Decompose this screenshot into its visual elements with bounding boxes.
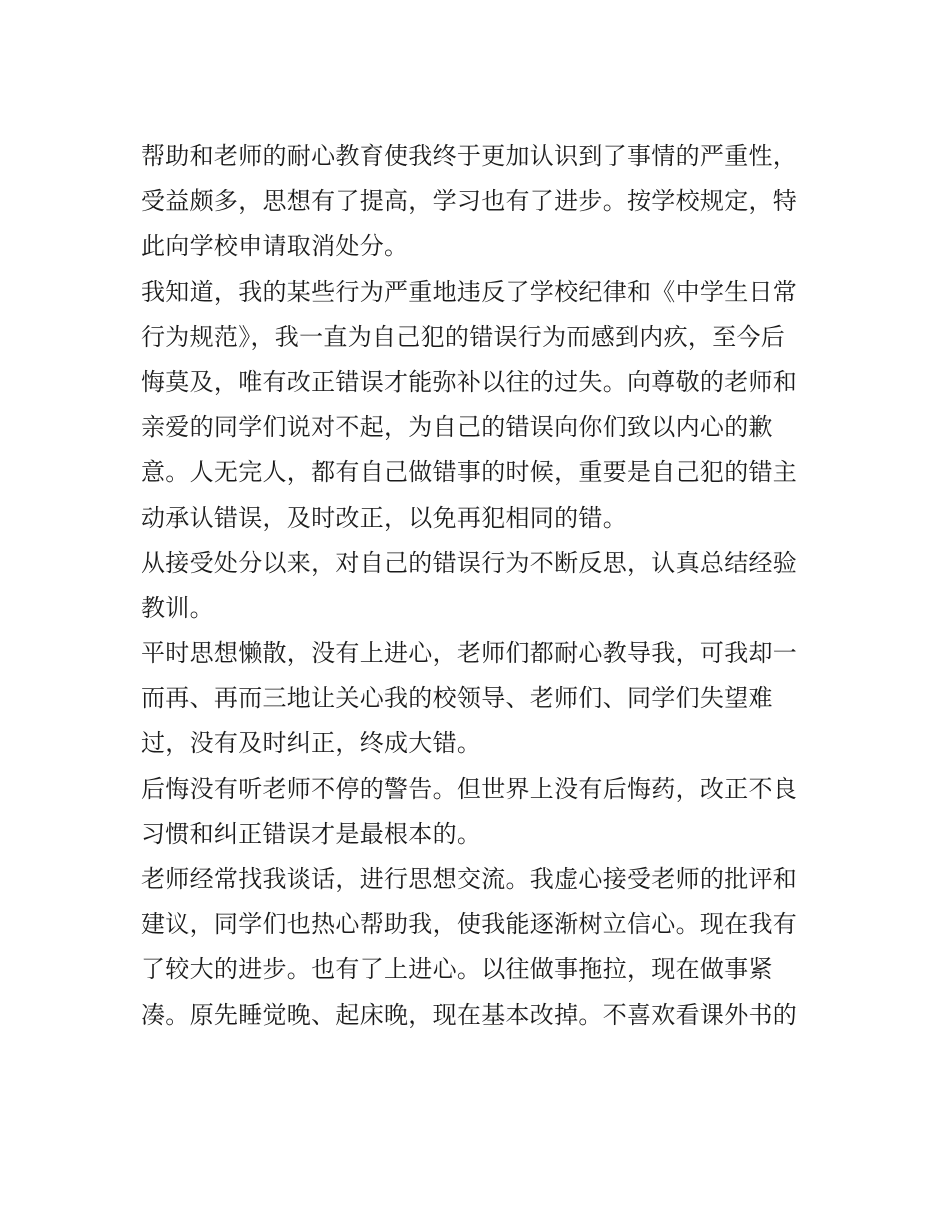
text-line: 行为规范》，我一直为自己犯的错误行为而感到内疚，至今后 <box>141 322 786 351</box>
text-line: 教训。 <box>141 593 214 622</box>
text-line: 后悔没有听老师不停的警告。但世界上没有后悔药，改正不良 <box>141 774 798 803</box>
text-line: 悔莫及，唯有改正错误才能弥补以往的过失。向尊敬的老师和 <box>141 367 798 396</box>
text-line: 平时思想懒散，没有上进心，老师们都耐心教导我，可我却一 <box>141 639 798 668</box>
text-line: 从接受处分以来，对自己的错误行为不断反思，认真总结经验 <box>141 548 798 577</box>
text-line: 建议，同学们也热心帮助我，使我能逐渐树立信心。现在我有 <box>141 910 798 939</box>
text-line: 意。人无完人，都有自己做错事的时候，重要是自己犯的错主 <box>141 458 798 487</box>
text-line: 受益颇多，思想有了提高，学习也有了进步。按学校规定，特 <box>141 187 798 216</box>
document-body <box>141 134 821 1038</box>
text-line: 了较大的进步。也有了上进心。以往做事拖拉，现在做事紧 <box>141 955 773 984</box>
text-line: 过，没有及时纠正，终成大错。 <box>141 729 482 758</box>
text-line: 亲爱的同学们说对不起，为自己的错误向你们致以内心的歉 <box>141 413 773 442</box>
text-line: 老师经常找我谈话，进行思想交流。我虚心接受老师的批评和 <box>141 865 798 893</box>
text-line: 此向学校申请取消处分。 <box>141 232 409 261</box>
text-line: 动承认错误，及时改正，以免再犯相同的错。 <box>141 503 627 532</box>
text-line: 我知道，我的某些行为严重地违反了学校纪律和《中学生日常 <box>141 277 798 306</box>
text-line: 习惯和纠正错误才是最根本的。 <box>141 819 482 848</box>
text-line: 而再、再而三地让关心我的校领导、老师们、同学们失望难 <box>141 684 773 713</box>
text-line: 凑。原先睡觉晚、起床晚，现在基本改掉。不喜欢看课外书的 <box>141 1000 798 1029</box>
text-line: 帮助和老师的耐心教育使我终于更加认识到了事情的严重性， <box>141 142 798 170</box>
